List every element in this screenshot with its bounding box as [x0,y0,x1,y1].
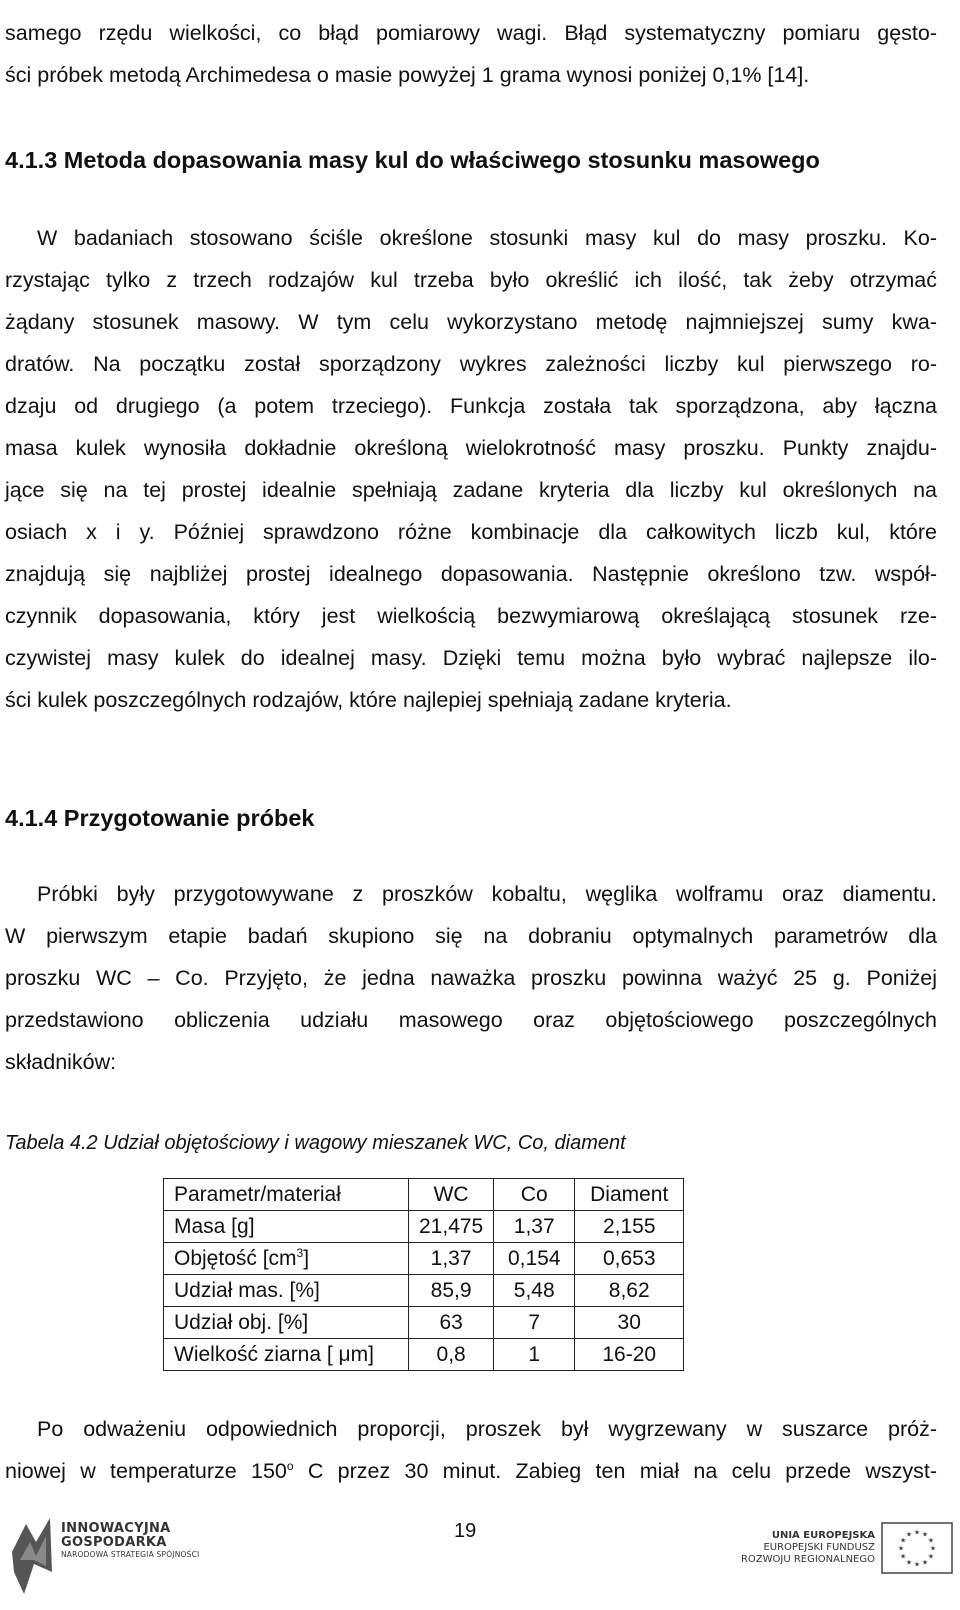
paragraph-line: czynnik dopasowania, który jest wielkością bezwymiarową określającą stosunek rze- [5,604,937,628]
table-row [164,1275,684,1307]
table-cell: 1,37 [409,1243,494,1275]
paragraph-line: czywistej masy kulek do idealnej masy. Dzięki temu można było wybrać najlepsze ilo- [5,646,937,670]
table-cell: 16-20 [575,1339,684,1371]
eu-star-icon: ★ [913,1529,921,1537]
text-run: C przez 30 minut. Zabieg ten miał na celu przede wszyst- [293,1459,937,1483]
cell-text: Objętość [cm [174,1247,297,1270]
table-row [164,1339,684,1371]
table-cell: 0,154 [494,1243,575,1275]
table-cell: 0,653 [575,1243,684,1275]
table-row [164,1307,684,1339]
table-cell: 5,48 [494,1275,575,1307]
table-row [164,1243,684,1275]
paragraph-line: składników: [5,1050,117,1074]
paragraph-line: samego rzędu wielkości, co błąd pomiarowy wagi. Błąd systematyczny pomiaru gęsto- [5,21,937,45]
paragraph-line: żądany stosunek masowy. W tym celu wykorzystano metodę najmniejszej sumy kwa- [5,310,937,334]
eu-star-icon: ★ [913,1561,921,1569]
table-cell: 1 [494,1339,575,1371]
table-cell: 8,62 [575,1275,684,1307]
section-413-paragraph [5,217,937,721]
paragraph-line: przedstawiono obliczenia udziału masowego oraz objętościowego poszczególnych [5,1008,937,1032]
paragraph-line: osiach x i y. Później sprawdzono różne kombinacje dla całkowitych liczb kul, które [5,520,937,544]
table-header-cell: Co [494,1179,575,1211]
paragraph-line: W badaniach stosowano ściśle określone stosunki masy kul do masy proszku. Ko- [37,226,937,250]
eu-star-icon: ★ [897,1545,905,1553]
logo-line: UNIA EUROPEJSKA [771,1530,875,1541]
paragraph-line: ści próbek metodą Archimedesa o masie powyżej 1 grama wynosi poniżej 0,1% [14]. [5,63,810,87]
section-heading-414: 4.1.4 Przygotowanie próbek [5,805,315,831]
paragraph-line: Po odważeniu odpowiednich proporcji, proszek był wygrzewany w suszarce próż- [37,1417,937,1441]
degree-superscript: o [286,1458,294,1473]
page-number: 19 [454,1520,477,1542]
eu-star-icon: ★ [927,1553,934,1561]
table-cell [164,1243,409,1275]
paragraph-line: ści kulek poszczególnych rodzajów, które najlepiej spełniają zadane kryteria. [5,688,732,712]
table-cell: Udział obj. [%] [164,1307,409,1339]
paragraph-line: rzystając tylko z trzech rodzajów kul trzeba było określić ich ilość, tak żeby otrzymać [5,268,937,292]
section-heading-413: 4.1.3 Metoda dopasowania masy kul do właściwego stosunku masowego [5,147,820,173]
table-header-cell: Diament [575,1179,684,1211]
materials-table [163,1178,684,1371]
superscript: 3 [296,1246,304,1260]
table-header-row [164,1179,684,1211]
table-cell: Wielkość ziarna [ μm] [164,1339,409,1371]
table-cell: 7 [494,1307,575,1339]
paragraph-line [5,1450,937,1492]
logo-text [61,1522,199,1560]
table-header-cell: WC [409,1179,494,1211]
logo-line: ROZWOJU REGIONALNEGO [740,1554,875,1565]
logo-line: EUROPEJSKI FUNDUSZ [763,1542,875,1553]
paragraph-line: proszku WC – Co. Przyjęto, że jedna naważka proszku powinna ważyć 25 g. Poniżej [5,966,937,990]
logo-line: GOSPODARKA [61,1535,167,1550]
logo-text [741,1530,875,1566]
innowacyjna-gospodarka-logo [6,1512,206,1604]
table-cell: 0,8 [409,1339,494,1371]
eu-star-icon: ★ [927,1537,934,1545]
eu-star-icon: ★ [929,1545,937,1553]
table-header-cell: Parametr/materiał [164,1179,409,1211]
eu-star-icon: ★ [900,1537,907,1545]
text-run: niowej w temperaturze 150 [5,1459,287,1483]
paragraph-line: dzaju od drugiego (a potem trzeciego). Funkcja została tak sporządzona, aby łączna [5,394,937,418]
table-caption: Tabela 4.2 Udział objętościowy i wagowy mieszanek WC, Co, diament [5,1132,626,1154]
eu-star-icon: ★ [905,1559,913,1567]
table-cell: 21,475 [409,1211,494,1243]
table-row [164,1211,684,1243]
table-cell: Udział mas. [%] [164,1275,409,1307]
paragraph-line: W pierwszym etapie badań skupiono się na dobraniu optymalnych parametrów dla [5,924,937,948]
eu-logo [737,1518,953,1608]
eu-star-icon: ★ [905,1531,913,1539]
section-414-paragraph [5,873,937,1083]
table-cell: 1,37 [494,1211,575,1243]
logo-line: INNOWACYJNA [61,1521,171,1536]
paragraph-line: dratów. Na początku został sporządzony wykres zależności liczby kul pierwszego ro- [5,352,937,376]
paragraph-line: znajdują się najbliżej prostej idealnego dopasowania. Następnie określono tzw. współ- [5,562,937,586]
table-cell: Masa [g] [164,1211,409,1243]
eu-flag-icon [881,1522,953,1574]
eu-star-icon: ★ [900,1553,907,1561]
intro-paragraph [5,12,937,96]
paragraph-line: jące się na tej prostej idealnie spełniają zadane kryteria dla liczby kul określonych na [5,478,937,502]
logo-line: NARODOWA STRATEGIA SPÓJNOŚCI [61,1550,200,1559]
table-cell: 2,155 [575,1211,684,1243]
table-cell: 63 [409,1307,494,1339]
eu-star-icon: ★ [921,1531,929,1539]
cell-text: ] [303,1247,310,1270]
eu-star-icon: ★ [921,1559,929,1567]
bottom-paragraph [5,1408,937,1492]
flag-emblem-icon [6,1512,58,1602]
paragraph-line: masa kulek wynosiła dokładnie określoną wielokrotność masy proszku. Punkty znajdu- [5,436,937,460]
paragraph-line: Próbki były przygotowywane z proszków kobaltu, węglika wolframu oraz diamentu. [37,882,937,906]
table-cell: 30 [575,1307,684,1339]
table-cell: 85,9 [409,1275,494,1307]
